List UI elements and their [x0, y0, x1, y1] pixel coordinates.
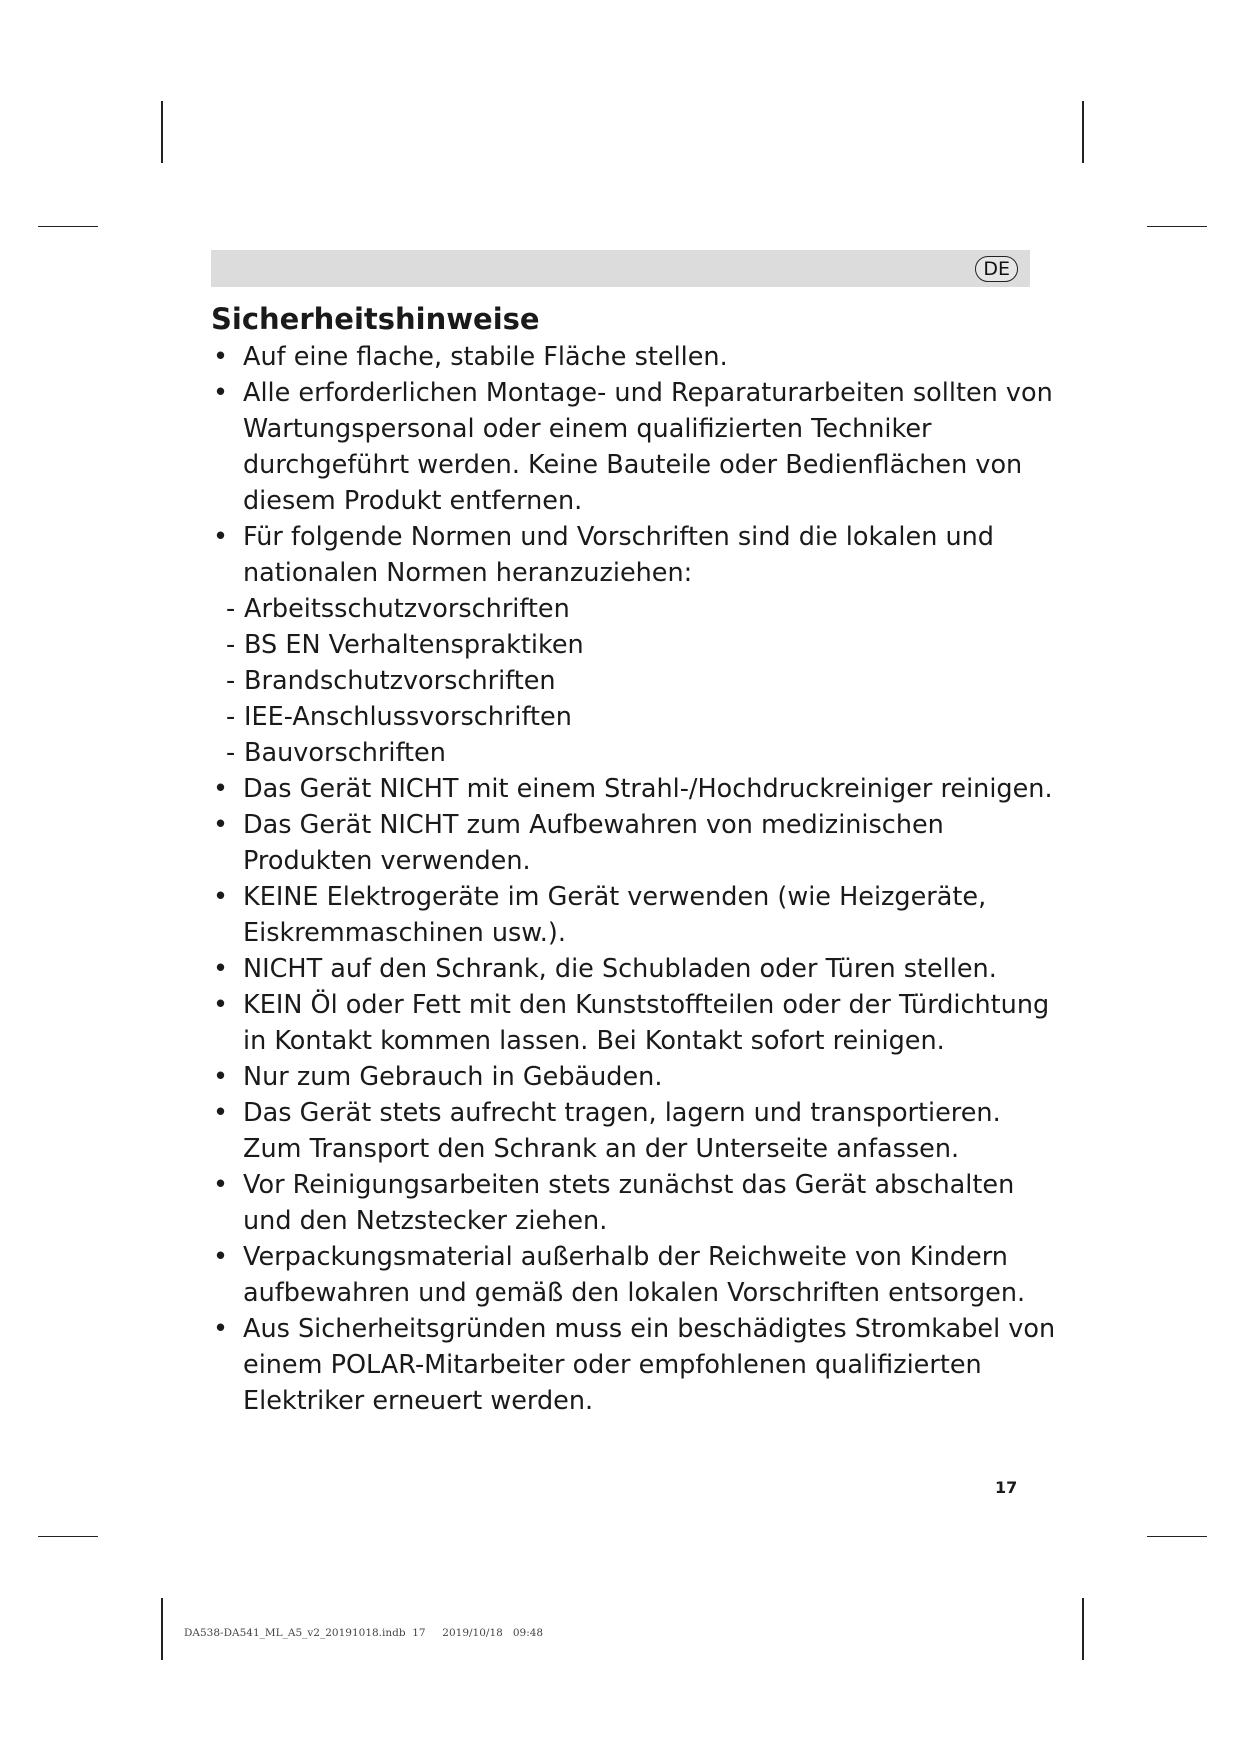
list-item: • Vor Reinigungsarbeiten stets zunächst das Gerät abschalten und den Netzstecker ziehen.: [211, 1167, 1061, 1239]
bullet-icon: [211, 807, 243, 879]
page-title: Sicherheitshinweise: [211, 302, 540, 336]
crop-mark-left-lower: [38, 1536, 98, 1537]
crop-mark-right-upper: [1147, 226, 1207, 227]
sub-list-item: - BS EN Verhaltenspraktiken: [211, 627, 1061, 663]
list-item: • NICHT auf den Schrank, die Schubladen oder Türen stellen.: [211, 951, 1061, 987]
bullet-icon: [211, 1059, 243, 1095]
bullet-icon: [211, 375, 243, 519]
list-item: • Nur zum Gebrauch in Gebäuden.: [211, 1059, 1061, 1095]
bullet-icon: [211, 879, 243, 951]
list-item: • Für folgende Normen und Vorschriften sind die lokalen und nationalen Normen heranzuziehen:: [211, 519, 1061, 591]
bullet-icon: [211, 987, 243, 1059]
crop-mark-bottom-left: [161, 1598, 163, 1660]
list-item: • KEIN Öl oder Fett mit den Kunststoffteilen oder der Türdichtung in Kontakt kommen lassen. Bei Kontakt sofort reinigen.: [211, 987, 1061, 1059]
list-item: • Das Gerät NICHT mit einem Strahl-/Hochdruckreiniger reinigen.: [211, 771, 1061, 807]
safety-list: [211, 339, 1061, 1419]
sub-list-item: - Bauvorschriften: [211, 735, 1061, 771]
crop-mark-left-upper: [38, 226, 98, 227]
crop-mark-top-left: [161, 101, 163, 163]
crop-mark-top-right: [1082, 101, 1084, 163]
list-item: • Das Gerät NICHT zum Aufbewahren von medizinischen Produkten verwenden.: [211, 807, 1061, 879]
sub-list-item: - Arbeitsschutzvorschriften: [211, 591, 1061, 627]
language-badge: DE: [975, 256, 1018, 282]
page-number: 17: [995, 1478, 1018, 1497]
sub-list-item: - IEE-Anschlussvorschriften: [211, 699, 1061, 735]
list-item: • Verpackungsmaterial außerhalb der Reichweite von Kindern aufbewahren und gemäß den lokalen Vorschriften entsorgen.: [211, 1239, 1061, 1311]
bullet-icon: [211, 1095, 243, 1167]
bullet-icon: [211, 951, 243, 987]
bullet-icon: [211, 1167, 243, 1239]
bullet-icon: [211, 519, 243, 591]
list-item: • KEINE Elektrogeräte im Gerät verwenden (wie Heizgeräte, Eiskremmaschinen usw.).: [211, 879, 1061, 951]
crop-mark-right-lower: [1147, 1536, 1207, 1537]
print-slug: DA538-DA541_ML_A5_v2_20191018.indb 17 2019/10/18 09:48: [184, 1627, 544, 1639]
header-bar: [211, 250, 1030, 287]
list-item: • Das Gerät stets aufrecht tragen, lagern und transportieren. Zum Transport den Schrank an der Unterseite anfassen.: [211, 1095, 1061, 1167]
bullet-icon: [211, 1239, 243, 1311]
list-item: • Alle erforderlichen Montage- und Reparaturarbeiten sollten von Wartungspersonal oder einem qualifizierten Techniker durchgeführt werden. Keine Bauteile oder Bedienflächen von diesem Produkt entfernen.: [211, 375, 1061, 519]
bullet-icon: [211, 339, 243, 375]
crop-mark-bottom-right: [1082, 1598, 1084, 1660]
bullet-icon: [211, 771, 243, 807]
bullet-icon: [211, 1311, 243, 1419]
sub-list-item: - Brandschutzvorschriften: [211, 663, 1061, 699]
list-item: • Auf eine flache, stabile Fläche stellen.: [211, 339, 1061, 375]
list-item: • Aus Sicherheitsgründen muss ein beschädigtes Stromkabel von einem POLAR-Mitarbeiter oder empfohlenen qualifizierten Elektriker erneuert werden.: [211, 1311, 1061, 1419]
